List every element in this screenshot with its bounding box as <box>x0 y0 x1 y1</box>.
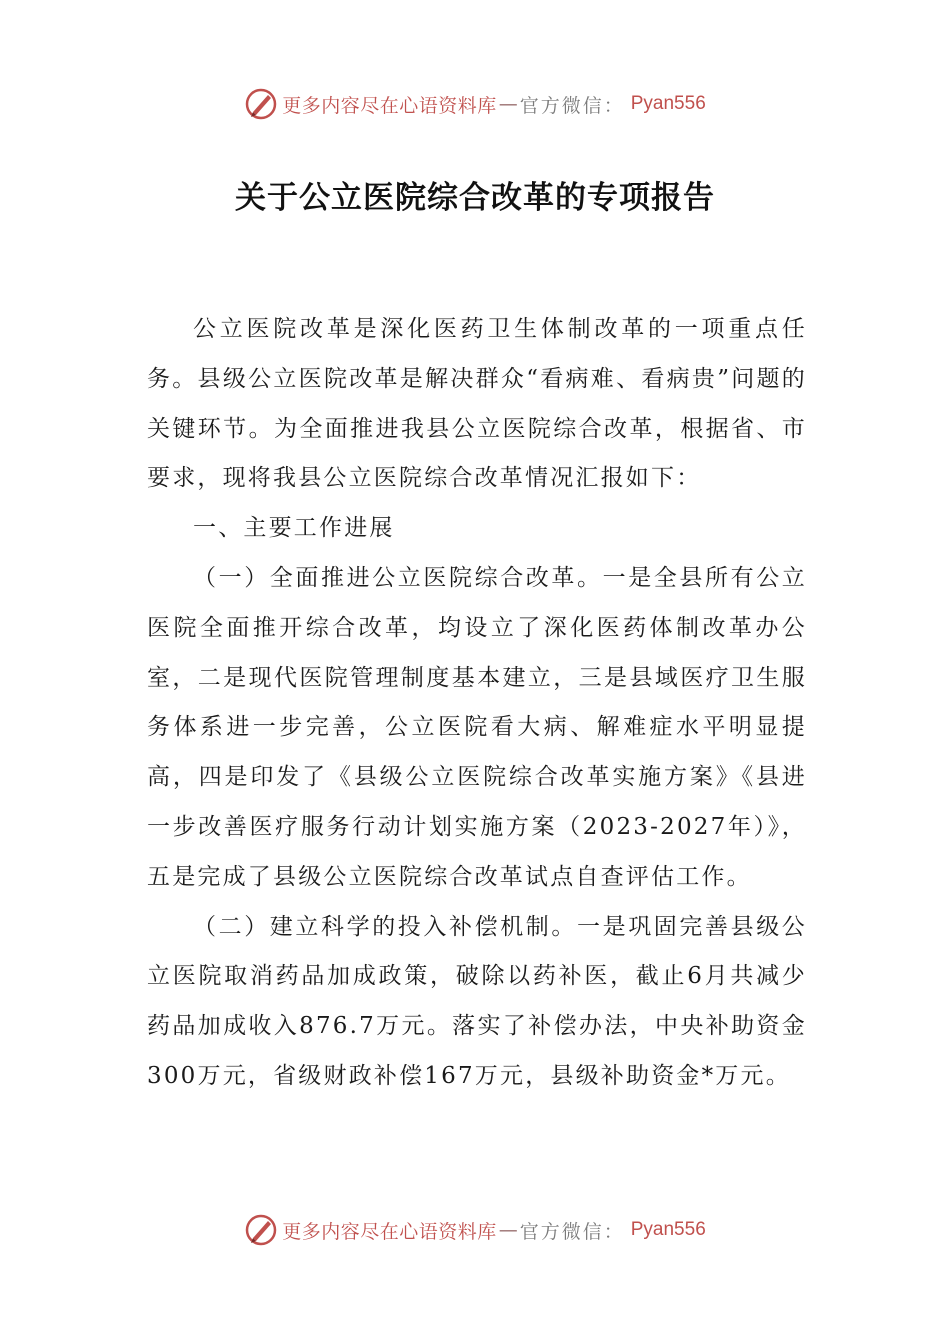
watermark-separator: — <box>498 93 518 115</box>
header-watermark <box>0 84 950 124</box>
body-paragraph: （二）建立科学的投入补偿机制。一是巩固完善县级公立医院取消药品加成政策，破除以药补医，截止6月共减少药品加成收入876.7万元。落实了补偿办法，中央补助资金300万元，省级财政补偿167万元，县级补助资金*万元。 <box>147 913 807 1089</box>
watermark-site-text: 更多内容尽在心语资料库 <box>282 1220 497 1243</box>
footer-watermark <box>0 1210 950 1250</box>
document-body <box>147 305 807 1102</box>
watermark-wechat-id: Pyan556 <box>630 1219 706 1240</box>
watermark-separator: — <box>498 1219 518 1241</box>
pen-logo-icon <box>244 87 278 121</box>
section-heading: 一、主要工作进展 <box>193 515 395 542</box>
body-paragraph: 公立医院改革是深化医药卫生体制改革的一项重点任务。县级公立医院改革是解决群众“看病难、看病贵”问题的关键环节。为全面推进我县公立医院综合改革，根据省、市要求，现将我县公立医院综合改革情况汇报如下： <box>147 316 807 492</box>
watermark-official-label: 官方微信： <box>519 94 625 117</box>
watermark-site-text: 更多内容尽在心语资料库 <box>282 94 497 117</box>
document-title: 关于公立医院综合改革的专项报告 <box>235 180 715 216</box>
watermark-official-label: 官方微信： <box>519 1220 625 1243</box>
pen-logo-icon <box>244 1213 278 1247</box>
body-paragraph: （一）全面推进公立医院综合改革。一是全县所有公立医院全面推开综合改革，均设立了深化医药体制改革办公室，二是现代医院管理制度基本建立，三是县域医疗卫生服务体系进一步完善，公立医院看大病、解难症水平明显提高，四是印发了《县级公立医院综合改革实施方案》《县进一步改善医疗服务行动计划实施方案（2023-2027年）》，五是完成了县级公立医院综合改革试点自查评估工作。 <box>147 564 807 890</box>
watermark-wechat-id: Pyan556 <box>630 93 706 114</box>
